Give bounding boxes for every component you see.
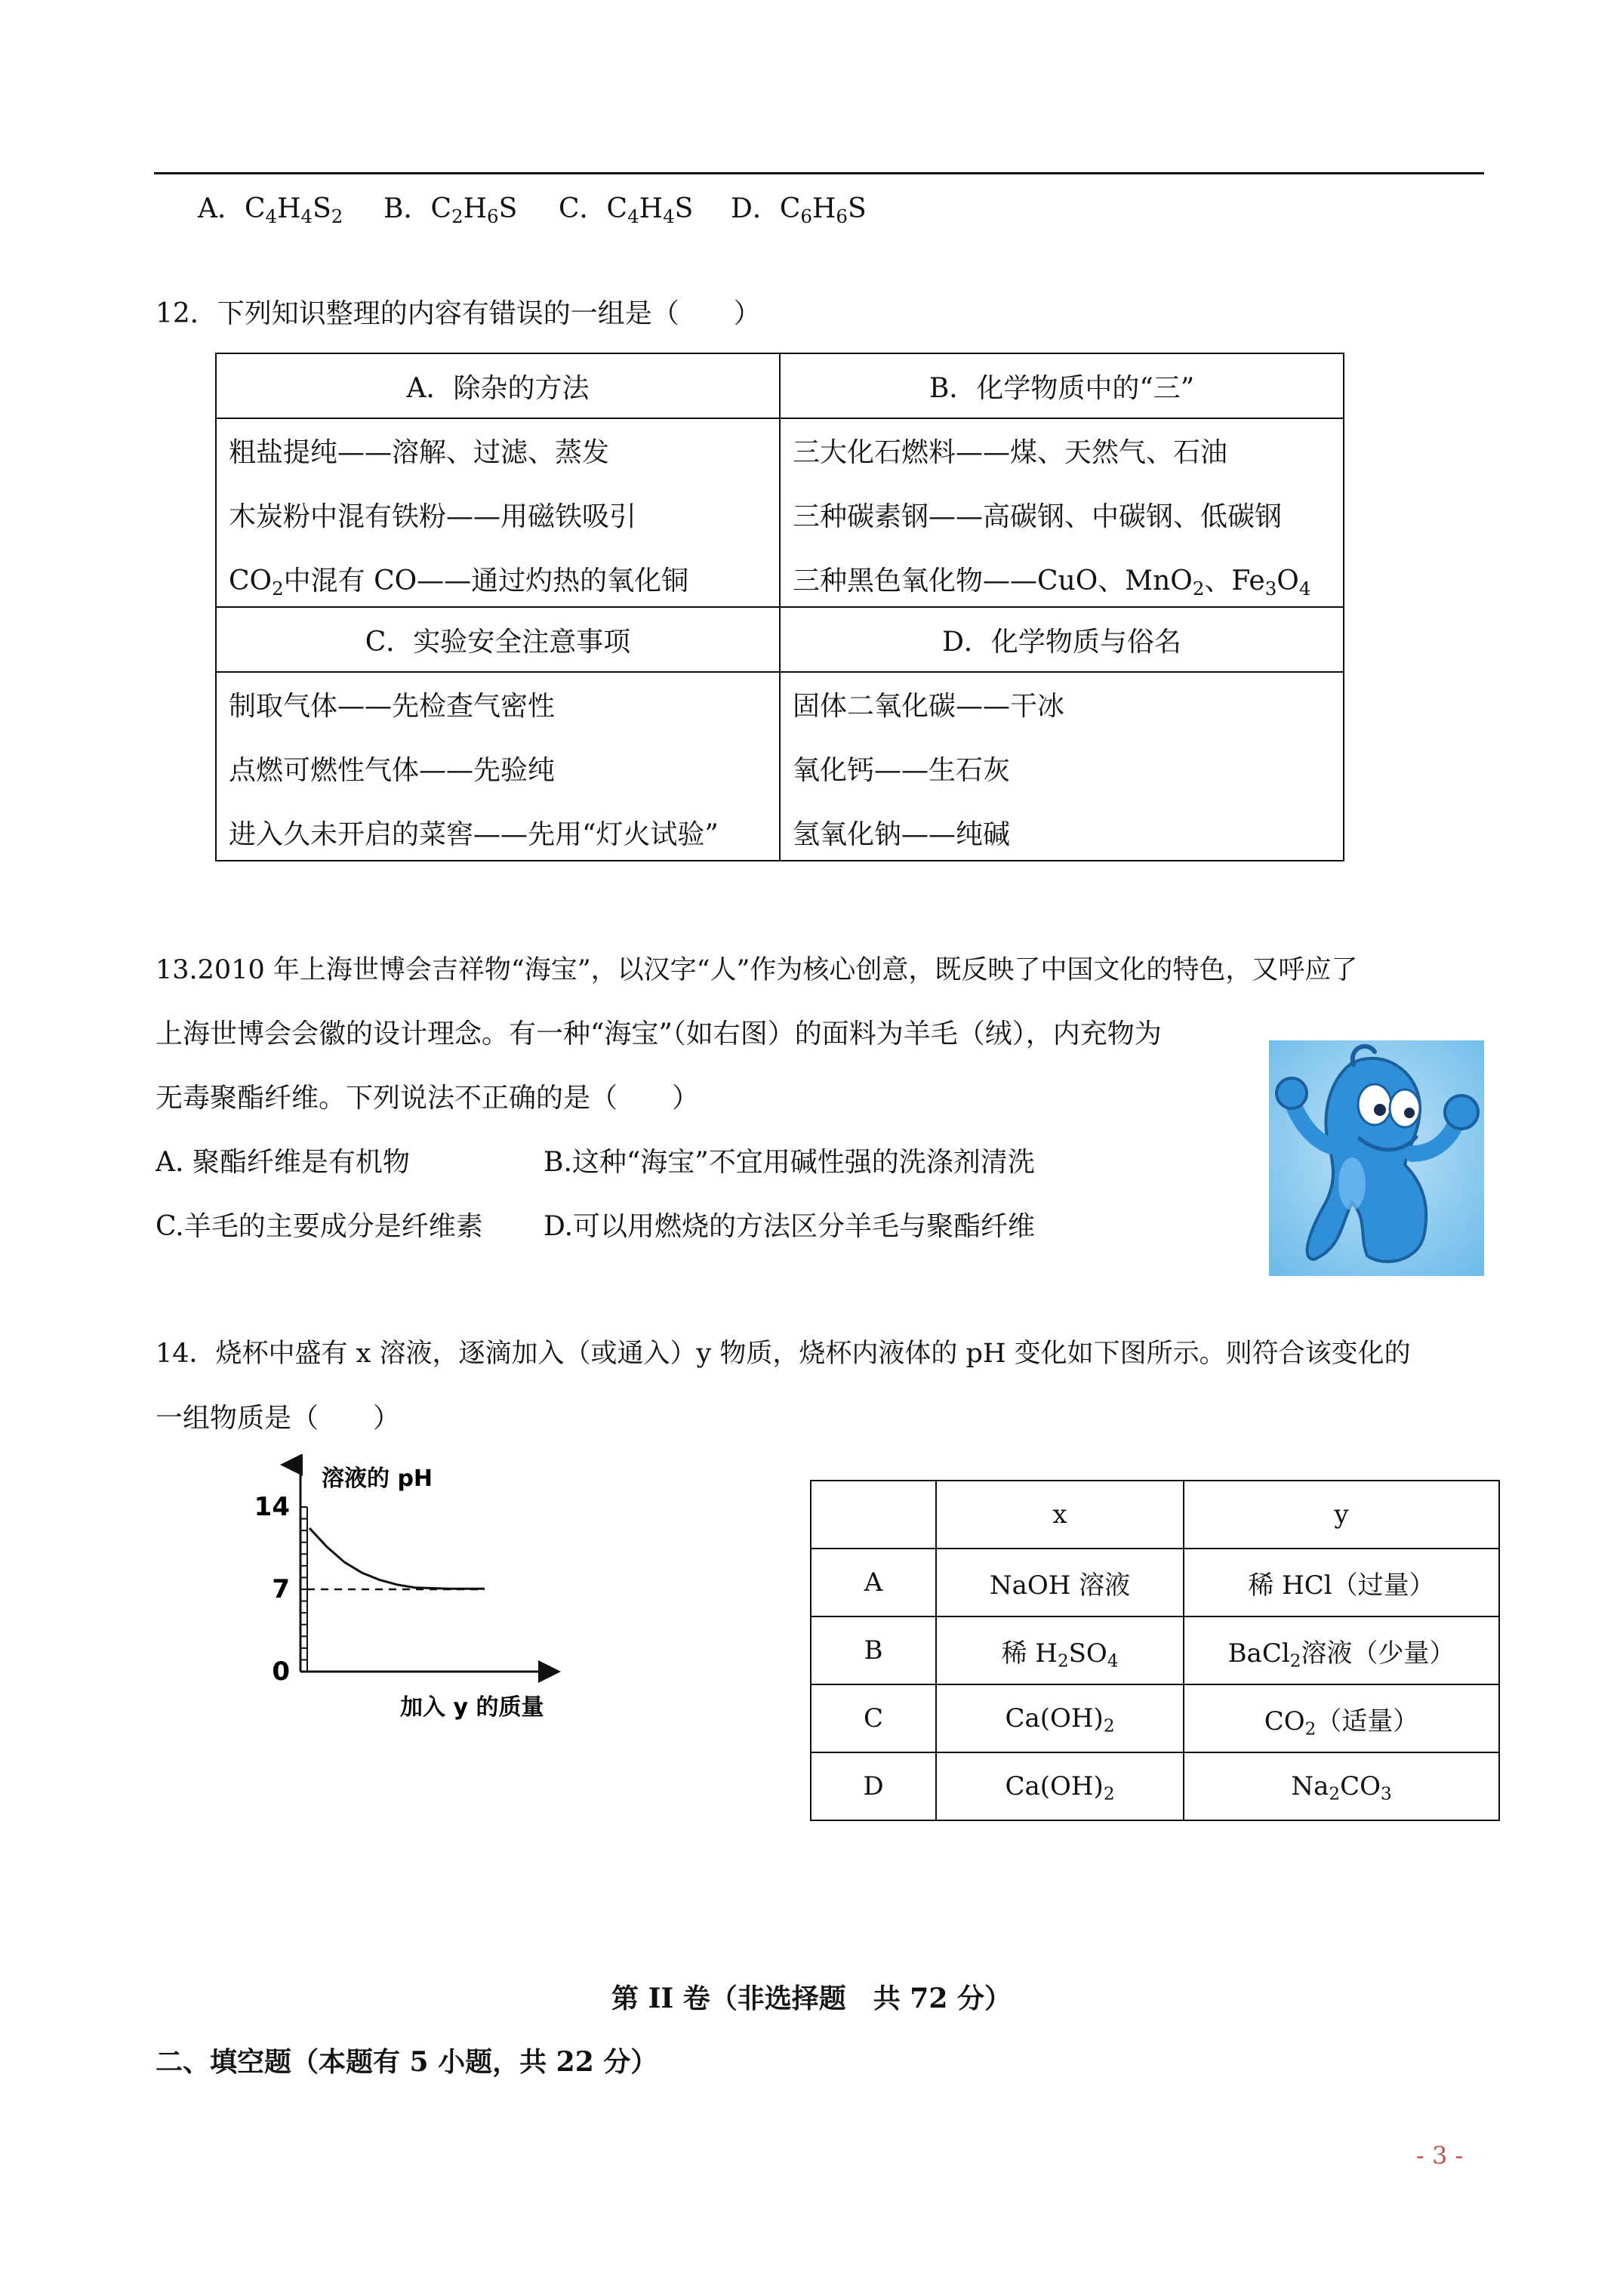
q14-header-y: y: [1184, 1481, 1499, 1549]
q12-stem: 12．下列知识整理的内容有错误的一组是（ ）: [156, 298, 761, 329]
q12-head-a: A．除杂的方法: [216, 353, 780, 418]
ph-curve: [310, 1528, 485, 1589]
q12-d-line-2: 氧化钙——生石灰: [793, 755, 1011, 786]
q12-c-line-1: 制取气体——先检查气密性: [229, 691, 556, 722]
q13-line-3: 无毒聚酯纤维。下列说法不正确的是（ ）: [156, 1083, 700, 1114]
q12-head-c: C．实验安全注意事项: [216, 607, 780, 672]
q12-cell-b: [780, 418, 1344, 607]
q13-option-d: D.可以用燃烧的方法区分羊毛与聚酯纤维: [544, 1211, 1036, 1242]
chart-axes: [300, 1465, 559, 1672]
q12-c-line-3: 进入久未开启的菜窖——先用“灯火试验”: [229, 819, 719, 850]
q14-header-x: x: [936, 1481, 1184, 1549]
table-row: B 稀 $H_2SO_4$ BaCl$_2$溶液（少量）: [811, 1616, 1499, 1684]
section-title: 第 II 卷（非选择题 共 72 分）: [611, 1983, 1012, 2014]
q12-cell-c: [216, 672, 780, 861]
q12-a-line-2: 木炭粉中混有铁粉——用磁铁吸引: [229, 501, 637, 532]
y-tick-label: 7: [272, 1574, 290, 1604]
section-2-heading: 二、填空题（本题有 5 小题，共 22 分）: [156, 2046, 658, 2078]
q12-c-line-2: 点燃可燃性气体——先验纯: [229, 755, 556, 786]
chart-y-label: 溶液的 pH: [322, 1465, 433, 1492]
q14-line-1: 14．烧杯中盛有 x 溶液，逐滴加入（或通入）y 物质，烧杯内液体的 pH 变化如下图所示。则符合该变化的: [156, 1339, 1411, 1369]
chart-ticks: [254, 1492, 307, 1687]
q12-head-b: B．化学物质中的“三”: [780, 353, 1344, 418]
q11-option-a: A．$C_4H_4S_2$: [198, 193, 343, 227]
y-tick-label: 14: [254, 1492, 290, 1522]
q11-option-c: C．$C_4H_4S$: [559, 193, 694, 227]
q13-line-1: 13.2010 年上海世博会吉祥物“海宝”，以汉字“人”作为核心创意，既反映了中国文化的特色，又呼应了: [156, 955, 1358, 985]
q14-line-2: 一组物质是（ ）: [156, 1403, 401, 1434]
q12-cell-d: [780, 672, 1344, 861]
table-row: A NaOH 溶液 稀 HCl（过量）: [811, 1549, 1499, 1616]
q12-b-line-2: 三种碳素钢——高碳钢、中碳钢、低碳钢: [793, 501, 1283, 532]
q12-table: [215, 353, 1344, 861]
page-number: - 3 -: [1416, 2141, 1464, 2170]
header-rule: [154, 172, 1484, 174]
table-row: D $Ca(OH)_2$ $Na_2CO_3$: [811, 1752, 1499, 1820]
q12-b-line-3: 三种黑色氧化物——CuO、MnO$_2$、$Fe_3O_4$: [793, 566, 1311, 599]
y-tick-label: 0: [272, 1657, 290, 1687]
table-row: C $Ca(OH)_2$ $CO_2$（适量）: [811, 1684, 1499, 1752]
chart-x-label: 加入 y 的质量: [400, 1694, 544, 1721]
q12-cell-a: [216, 418, 780, 607]
q12-d-line-3: 氢氧化钠——纯碱: [793, 819, 1011, 850]
haibao-mascot-image: [1269, 1040, 1484, 1276]
q13-option-a: A. 聚酯纤维是有机物: [156, 1147, 410, 1178]
q13-line-2: 上海世博会会徽的设计理念。有一种“海宝”（如右图）的面料为羊毛（绒），内充物为: [156, 1019, 1162, 1049]
q12-head-d: D．化学物质与俗名: [780, 607, 1344, 672]
q12-a-line-1: 粗盐提纯——溶解、过滤、蒸发: [229, 437, 610, 468]
q11-option-d: D．$C_6H_6S$: [731, 193, 867, 227]
ph-chart: [242, 1454, 574, 1726]
q12-d-line-1: 固体二氧化碳——干冰: [793, 691, 1065, 722]
q13-option-b: B.这种“海宝”不宜用碱性强的洗涤剂清洗: [544, 1147, 1035, 1178]
q12-a-line-3: $CO_2$中混有 CO——通过灼热的氧化铜: [229, 566, 689, 599]
q11-option-b: B．$C_2H_6S$: [383, 193, 518, 227]
chart-marks: [307, 1528, 485, 1589]
q12-b-line-1: 三大化石燃料——煤、天然气、石油: [793, 437, 1228, 468]
q14-table-header: [811, 1481, 1499, 1549]
q13-option-c: C.羊毛的主要成分是纤维素: [156, 1211, 483, 1242]
q14-table: [810, 1480, 1500, 1821]
